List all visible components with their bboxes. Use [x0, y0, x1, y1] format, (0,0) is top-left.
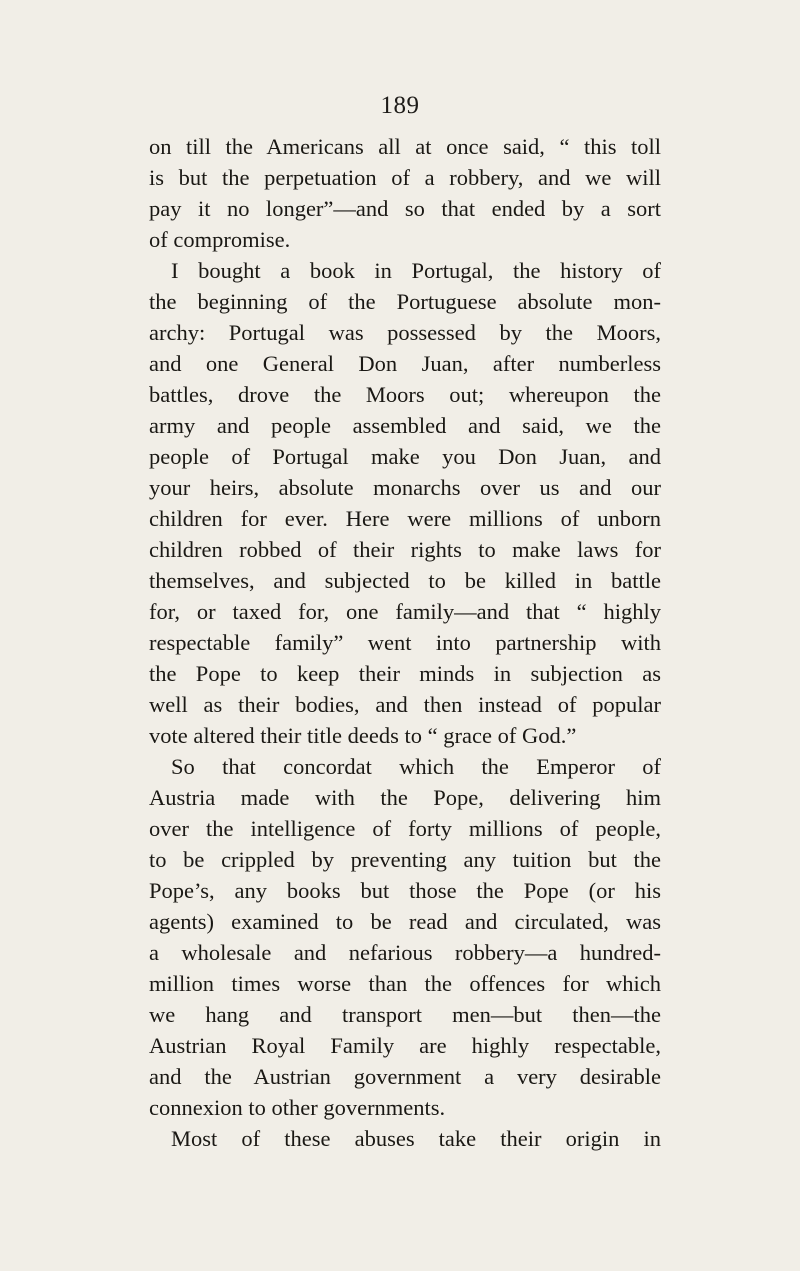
text-line: we hang and transport men—but then—the — [149, 1002, 661, 1027]
text-line: for, or taxed for, one family—and that “ highly — [149, 599, 661, 624]
body-text — [149, 131, 661, 1154]
text-line: I bought a book in Portugal, the history of — [171, 258, 661, 283]
text-line: million times worse than the offences for which — [149, 971, 661, 996]
text-line: on till the Americans all at once said, “ this toll — [149, 134, 661, 159]
text-line: respectable family” went into partnership with — [149, 630, 661, 655]
text-line: the beginning of the Portuguese absolute mon- — [149, 289, 661, 314]
text-line: So that concordat which the Emperor of — [171, 754, 661, 779]
page-number: 189 — [380, 92, 420, 119]
text-line: to be crippled by preventing any tuition but the — [149, 847, 661, 872]
text-line: and the Austrian government a very desirable — [149, 1064, 661, 1089]
text-line: agents) examined to be read and circulated, was — [149, 909, 661, 934]
text-line: themselves, and subjected to be killed in battle — [149, 568, 661, 593]
text-line: vote altered their title deeds to “ grace of God.” — [149, 723, 577, 748]
text-line: battles, drove the Moors out; whereupon the — [149, 382, 661, 407]
text-line: Austria made with the Pope, delivering him — [149, 785, 661, 810]
text-line: of compromise. — [149, 227, 291, 252]
text-line: pay it no longer”—and so that ended by a sort — [149, 196, 661, 221]
text-line: connexion to other governments. — [149, 1095, 446, 1120]
text-line: archy: Portugal was possessed by the Moors, — [149, 320, 661, 345]
text-line: Most of these abuses take their origin in — [171, 1126, 661, 1151]
text-line: and one General Don Juan, after numberless — [149, 351, 661, 376]
text-line: children for ever. Here were millions of unborn — [149, 506, 661, 531]
text-line: Pope’s, any books but those the Pope (or his — [149, 878, 661, 903]
text-line: army and people assembled and said, we the — [149, 413, 661, 438]
text-line: over the intelligence of forty millions of people, — [149, 816, 661, 841]
text-line: well as their bodies, and then instead of popular — [149, 692, 661, 717]
text-line: is but the perpetuation of a robbery, and we will — [149, 165, 661, 190]
text-line: your heirs, absolute monarchs over us and our — [149, 475, 661, 500]
text-line: the Pope to keep their minds in subjection as — [149, 661, 661, 686]
text-line: people of Portugal make you Don Juan, and — [149, 444, 661, 469]
text-line: children robbed of their rights to make laws for — [149, 537, 661, 562]
text-line: Austrian Royal Family are highly respectable, — [149, 1033, 661, 1058]
text-line: a wholesale and nefarious robbery—a hundred- — [149, 940, 661, 965]
